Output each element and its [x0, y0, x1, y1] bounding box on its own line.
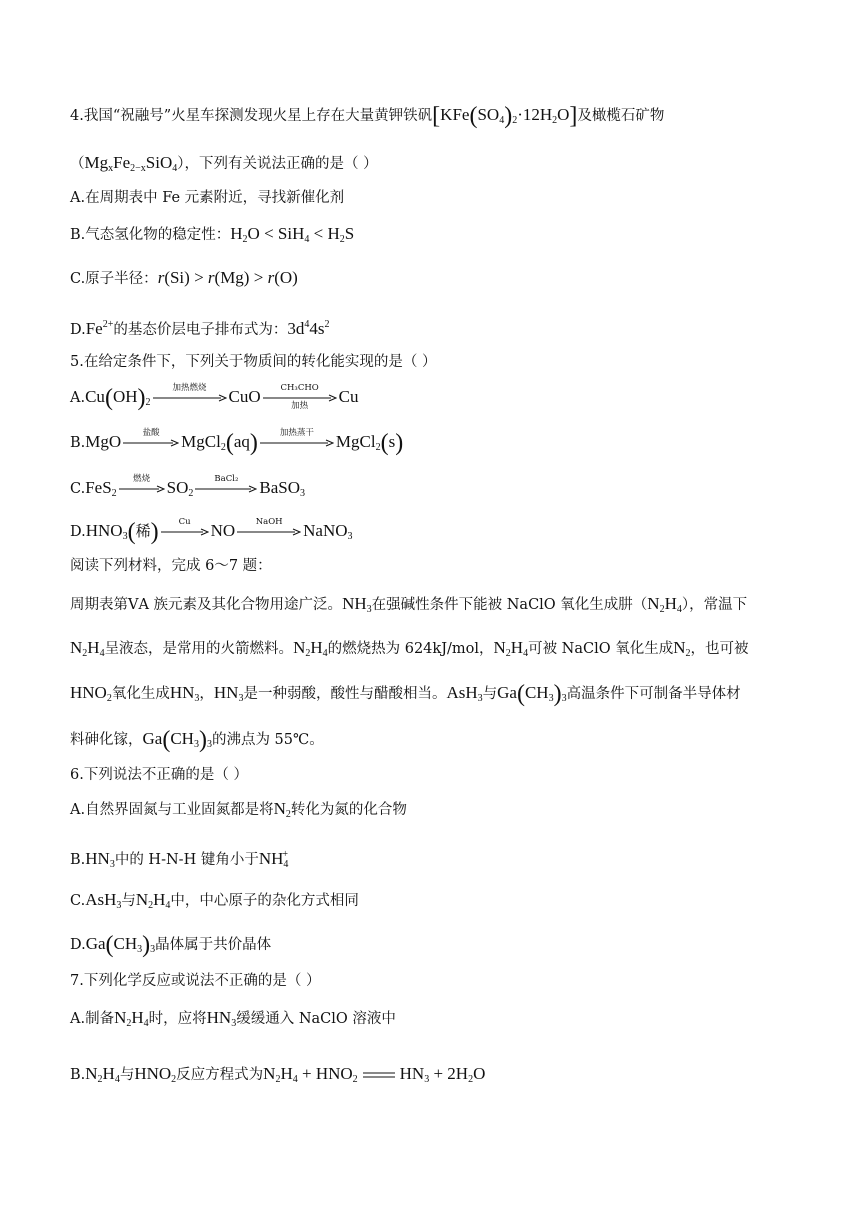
reading-text: ），常温下 [681, 597, 748, 613]
q4-option-b [70, 224, 820, 250]
reading-text: ，也可被 [690, 641, 749, 657]
reaction-arrow: Cu [161, 520, 209, 544]
q4-option-b-formula: $H_2O < SiH_4 < H_2S$ [230, 224, 355, 245]
q6-option-d-text: 晶体属于共价晶体 [155, 937, 272, 953]
q4-stem-text-2: 及橄榄石矿物 [577, 108, 665, 124]
q5-option-d: $D.HNO_3$(稀) Cu NO NaOH NaNO$_3$ [70, 517, 353, 545]
q4-option-c-text: C.原子半径： [70, 271, 158, 287]
q5-stem-text: 5.在给定条件下，下列关于物质间的转化能实现的是（ ） [70, 354, 437, 370]
reading-para-line4: 料砷化镓，$Ga(CH_3)_3$的沸点为 55℃。 [70, 727, 324, 753]
reading-intro [70, 556, 820, 576]
q7-option-a: A.制备$N_2H_4$时，应将$HN_3$缓缓通入 NaClO 溶液中 [70, 1008, 396, 1029]
q4-paren-open: （ [70, 156, 85, 172]
q4-formula-jarosite: $[KFe(SO_4)_2\cdot 12H_2O]$ [432, 103, 578, 129]
q6-stem-text: 6.下列说法不正确的是（ ） [70, 767, 248, 783]
reading-text: 呈液态，是常用的火箭燃料。 [104, 641, 294, 657]
reading-para-line3: $HNO_2$氧化生成$HN_3$，$HN_3$是一种弱酸，酸性与醋酸相当。AsH$_3$与$Ga(CH_3)_3$高温条件下可制备半导体材 [70, 681, 741, 707]
q5-option-d-label: D. [70, 524, 86, 540]
reading-text: 可被 NaClO 氧化生成 [528, 641, 674, 657]
q6-option-b-label: B. [70, 852, 86, 868]
q5-option-b: B.MgO 盐酸 MgCl$_2$(aq) 加热蒸干 MgCl$_2$(s) [70, 428, 404, 456]
q6-stem [70, 765, 820, 785]
equals-sign-icon [362, 1065, 396, 1085]
q4-stem-line2 [70, 153, 820, 179]
q4-stem-text: 4.我国“祝融号”火星车探测发现火星上存在大量黄钾铁矾 [70, 108, 433, 124]
q4-option-d [70, 315, 820, 340]
reaction-arrow: BaCl₂ [195, 477, 257, 501]
reaction-arrow: 燃烧 [119, 477, 165, 501]
reading-para-line2: $N_2H_4$呈液态，是常用的火箭燃料。$N_2H_4$的燃烧热为 624kJ/mol，$N_2H_4$可被 NaClO 氧化生成$N_2$，也可被 [70, 638, 749, 659]
q4-stem-line1 [70, 105, 820, 131]
q4-option-d-label: D. [70, 322, 86, 338]
q7-option-b-label: B. [70, 1067, 86, 1083]
q4-option-d-text: 的基态价层电子排布式为： [113, 322, 288, 338]
q7-option-a-text: A.制备 [70, 1011, 115, 1027]
reading-text: ， [199, 686, 214, 702]
reaction-arrow: 盐酸 [123, 431, 179, 455]
reading-para-line1: 周期表第ⅤA 族元素及其化合物用途广泛。$NH_3$在强碱性条件下能被 NaClO 氧化生成肼$(N_2H_4)$，常温下 [70, 594, 748, 615]
q6-option-c: C.AsH$_3$与$N_2H_4$中，中心原子的杂化方式相同 [70, 890, 359, 911]
q6-option-a-text-2: 转化为氮的化合物 [290, 802, 407, 818]
q7-stem [70, 971, 820, 991]
q5-option-b-label: B. [70, 435, 86, 451]
reading-text: 料砷化镓， [70, 732, 143, 748]
q7-option-a-text-3: 缓缓通入 NaClO 溶液中 [236, 1011, 396, 1027]
reading-text: 的沸点为 55℃。 [211, 732, 324, 748]
q5-option-d-dilute: 稀 [135, 522, 151, 540]
q6-option-c-text-2: 中，中心原子的杂化方式相同 [170, 893, 359, 909]
reading-text: 高温条件下可制备半导体材 [566, 686, 741, 702]
q4-option-d-config: $3d^44s^2$ [287, 319, 330, 338]
q6-option-a-text: A.自然界固氮与工业固氮都是将 [70, 802, 274, 818]
reading-intro-text: 阅读下列材料，完成 6～7 题： [70, 558, 272, 574]
reading-text: 是一种弱酸，酸性与醋酸相当。 [243, 686, 447, 702]
q6-option-a: A.自然界固氮与工业固氮都是将$N_2$转化为氮的化合物 [70, 799, 407, 820]
q5-option-c-label: C. [70, 481, 86, 497]
q6-option-c-text: 与 [121, 893, 136, 909]
q7-option-b: $B.N_2H_4$与$HNO_2$反应方程式为$N_2H_4 + HNO_2$ $HN_3 + 2H_2O$ [70, 1064, 486, 1085]
q5-stem [70, 352, 820, 372]
reaction-arrow: NaOH [237, 520, 301, 544]
q6-option-d-label: D. [70, 937, 86, 953]
q7-stem-text: 7.下列化学反应或说法不正确的是（ ） [70, 973, 321, 989]
reaction-arrow: CH₃CHO 加热 [263, 386, 337, 410]
q7-option-b-text-2: 反应方程式为 [176, 1067, 264, 1083]
reading-text: 在强碱性条件下能被 NaClO 氧化生成肼（ [371, 597, 648, 613]
q4-option-d-ion: $Fe^{2+}$ [85, 319, 114, 338]
q4-stem-text-3: ），下列有关说法正确的是（ ） [177, 156, 378, 172]
reaction-arrow: 加热燃烧 [153, 386, 227, 410]
reading-text: 周期表第ⅤA 族元素及其化合物用途广泛。 [70, 597, 343, 613]
q5-option-a-label: A. [70, 390, 86, 406]
q4-formula-olivine: $Mg_xFe_{2-x}SiO_4$ [84, 153, 178, 174]
q4-option-c-formula: r(Si) > r(Mg) > r(O) [157, 268, 298, 287]
q4-option-b-text: B.气态氢化物的稳定性： [70, 227, 231, 243]
reading-text: 氧化生成 [111, 686, 170, 702]
q6-option-b-text: 中的 H-N-H 键角小于 [114, 852, 259, 868]
q4-option-c [70, 268, 820, 289]
q4-option-a [70, 188, 820, 208]
reading-text: 与 [482, 686, 498, 702]
q7-option-a-text-2: 时，应将 [148, 1011, 207, 1027]
q6-option-b: $B.HN_3$中的 H-N-H 键角小于$NH_4^+$ [70, 849, 289, 870]
q6-option-d: $D.Ga(CH_3)_3$晶体属于共价晶体 [70, 932, 272, 958]
q4-option-a-text: A.在周期表中 Fe 元素附近，寻找新催化剂 [70, 190, 345, 206]
q6-option-c-label: C. [70, 893, 86, 909]
reaction-arrow: 加热蒸干 [260, 431, 334, 455]
q5-option-c: C.FeS$_2$ 燃烧 $SO_2$ BaCl₂ BaSO$_3$ [70, 474, 306, 499]
q7-option-b-text: 与 [119, 1067, 135, 1083]
reading-text: 的燃烧热为 624kJ/mol， [327, 641, 494, 657]
q5-option-a: $A.Cu(OH)_2$ 加热燃烧 CuO CH₃CHO 加热 Cu [70, 383, 359, 411]
